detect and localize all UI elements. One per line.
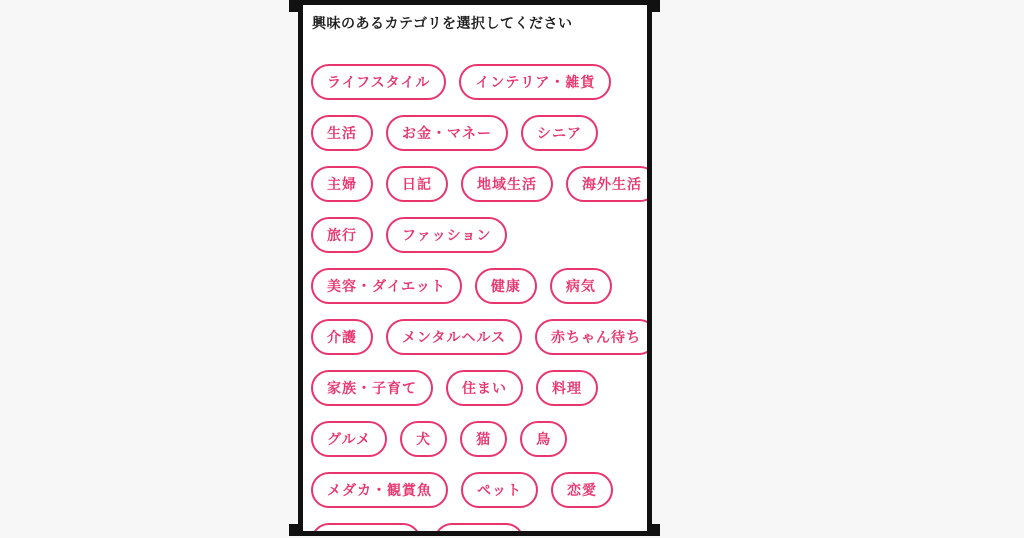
category-row — [311, 268, 643, 304]
category-pill-list — [307, 64, 643, 531]
category-pill[interactable]: 犬 — [400, 421, 447, 457]
category-pill[interactable]: 海外生活 — [566, 166, 647, 202]
category-pill[interactable]: 美容・ダイエット — [311, 268, 462, 304]
category-pill[interactable]: 猫 — [460, 421, 507, 457]
category-row — [311, 217, 643, 253]
frame-corner-tab-top-right — [651, 0, 660, 12]
category-pill[interactable]: 介護 — [311, 319, 373, 355]
category-pill[interactable]: シニア — [521, 115, 598, 151]
category-pill[interactable]: 生活 — [311, 115, 373, 151]
category-pill[interactable]: 旅行 — [311, 217, 373, 253]
category-pill[interactable]: ライフスタイル — [311, 64, 446, 100]
category-pill[interactable]: メダカ・観賞魚 — [311, 472, 448, 508]
category-row — [311, 115, 643, 151]
page-title: 興味のあるカテゴリを選択してください — [312, 15, 573, 31]
category-pill[interactable]: 健康 — [475, 268, 537, 304]
category-pill[interactable]: 恋愛 — [551, 472, 613, 508]
category-row-partial — [311, 523, 643, 531]
category-pill[interactable]: 赤ちゃん待ち — [535, 319, 647, 355]
category-row — [311, 319, 643, 355]
category-pill[interactable] — [434, 523, 524, 531]
category-row — [311, 166, 643, 202]
category-pill[interactable]: 料理 — [536, 370, 598, 406]
category-row — [311, 421, 643, 457]
frame-corner-tab-top-left — [289, 0, 298, 12]
category-pill[interactable]: 主婦 — [311, 166, 373, 202]
category-row — [311, 64, 643, 100]
category-pill[interactable]: 住まい — [446, 370, 523, 406]
category-pill[interactable]: 日記 — [386, 166, 448, 202]
category-pill[interactable]: 家族・子育て — [311, 370, 433, 406]
mobile-screenshot-frame — [298, 0, 652, 536]
category-pill[interactable]: お金・マネー — [386, 115, 508, 151]
category-pill[interactable]: 鳥 — [520, 421, 567, 457]
category-pill[interactable]: メンタルヘルス — [386, 319, 522, 355]
category-row — [311, 370, 643, 406]
category-pill[interactable]: 病気 — [550, 268, 612, 304]
category-pill[interactable] — [311, 523, 421, 531]
category-pill[interactable]: ペット — [461, 472, 538, 508]
category-pill[interactable]: ファッション — [386, 217, 507, 253]
category-select-screen — [303, 5, 647, 531]
category-row — [311, 472, 643, 508]
frame-corner-tab-bottom-left — [289, 524, 298, 536]
category-pill[interactable]: グルメ — [311, 421, 387, 457]
category-pill[interactable]: 地域生活 — [461, 166, 553, 202]
category-pill[interactable]: インテリア・雑貨 — [459, 64, 611, 100]
frame-corner-tab-bottom-right — [651, 524, 660, 536]
